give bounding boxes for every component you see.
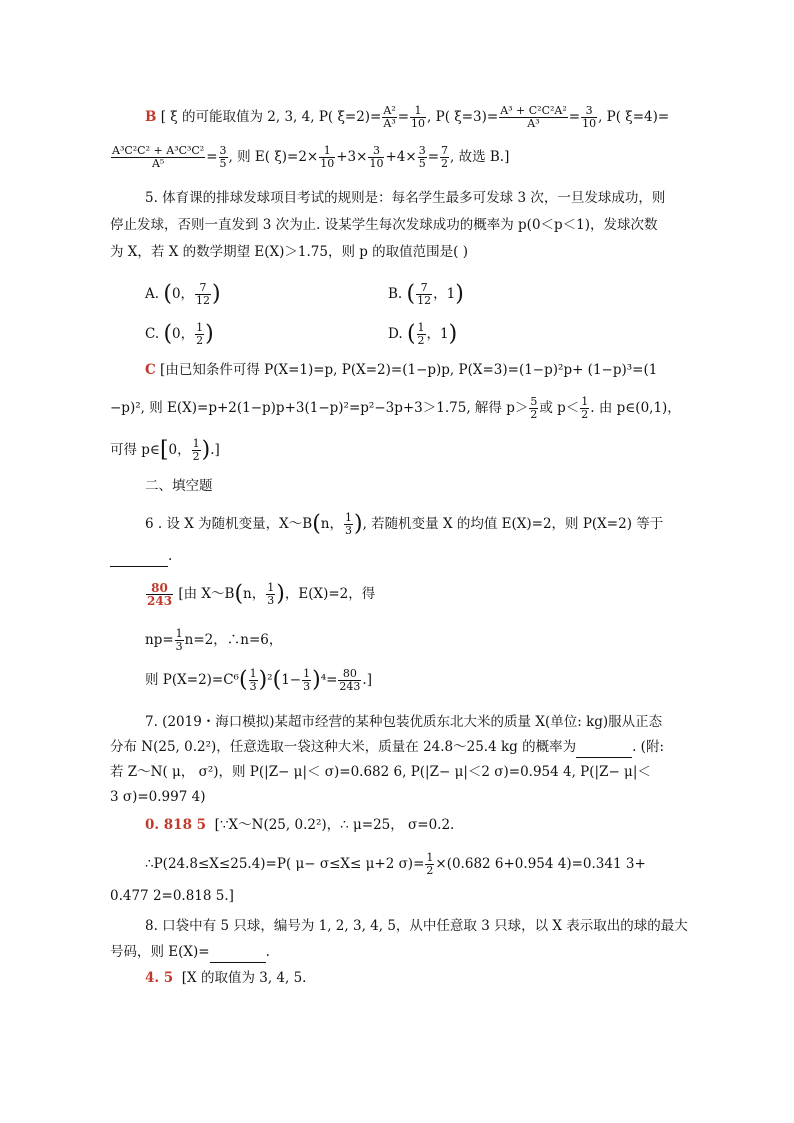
fraction: $\frac{1}{2}$ [426, 851, 434, 877]
q4-solution-line-2: $\frac{\text{A³C²C² + A³C³C²}}{\text{A⁵}}$ = $\frac{3}{5}$ , 则 E( ξ)=2× $\frac{1}{10}$ +3× $\frac{3}{10}$ +4× $\frac{3}{5}$ = $\frac{7}{2}$ , 故选 B.] [112, 144, 510, 170]
fraction: $\frac{1}{3}$ [344, 511, 352, 537]
q6-solution-line-1: $\frac{80}{243}$ [由 X～B(n， $\frac{1}{3}$ )，E(X)=2，得 [147, 581, 376, 608]
q5-solution-line-1: C [由已知条件可得 P(X=1)=p, P(X=2)=(1−p)p, P(X=3)=(1−p)²p+ (1−p)³=(1 [145, 362, 658, 378]
section-heading: 二、填空题 [145, 478, 213, 494]
q4-solution-line-1: B [ ξ 的可能取值为 2, 3, 4, P( ξ=2)= $\frac{\text{A²}}{\text{A³}}$ = $\frac{1}{10}$ , P( ξ=3)= $\frac{\text{A³ + C²C²A²}}{\text{A³}}$ = $\frac{3}{10}$ , P( ξ=4)= [145, 104, 670, 130]
q5-stem-line-1: 5. 体育课的排球发球项目考试的规则是：每名学生最多可发球 3 次，一旦发球成功，则 [145, 190, 666, 206]
q7-solution-line-1: 0. 818 5 [∵X～N(25, 0.2²)，∴ μ=25， σ=0.2. [145, 817, 455, 833]
q6-answer-fraction: $\frac{80}{243}$ [147, 581, 173, 608]
fraction: $\frac{1}{2}$ [192, 437, 200, 463]
q7-stem-line-2: 分布 N(25, 0.2²)，任意选取一袋这种大米，质量在 24.8～25.4 kg 的概率为 . (附: [110, 737, 664, 758]
fraction: $\frac{1}{2}$ [196, 321, 204, 347]
fraction: $\frac{7}{2}$ [441, 144, 448, 170]
fraction: $\frac{3}{5}$ [418, 144, 426, 170]
q7-stem-line-1: 7. (2019・海口模拟)某超市经营的某种包装优质东北大米的质量 X(单位: kg)服从正态 [145, 714, 663, 730]
q5-solution-line-3: 可得 p∈[0， $\frac{1}{2}$ ).] [110, 437, 220, 463]
fraction: $\frac{80}{243}$ [339, 667, 361, 693]
fraction: $\frac{3}{10}$ [369, 144, 384, 170]
q5-option-c[interactable]: C. (0， $\frac{1}{2}$ ) [145, 321, 214, 347]
q5-solution-line-2: −p)², 则 E(X)=p+2(1−p)p+3(1−p)²=p²−3p+3＞1.75, 解得 p＞ $\frac{5}{2}$ 或 p＜ $\frac{1}{2}$ . 由 p∈(0,1)， [110, 395, 681, 421]
q6-solution-line-2: np= $\frac{1}{3}$ n=2，∴n=6， [145, 627, 283, 653]
answer-blank[interactable] [110, 546, 168, 567]
q8-solution-line-1: 4. 5 [X 的取值为 3, 4, 5. [145, 970, 307, 986]
fraction: $\frac{3}{5}$ [219, 144, 227, 170]
q5-answer: C [145, 362, 156, 378]
answer-blank[interactable] [576, 737, 632, 758]
q6-stem-line-2: . [110, 546, 172, 567]
q5-option-b[interactable]: B. ( $\frac{7}{12}$ ，1) [388, 281, 464, 307]
q7-stem-line-4: 3 σ)=0.997 4) [110, 789, 206, 805]
fraction: $\frac{7}{12}$ [196, 281, 211, 307]
q7-answer: 0. 818 5 [145, 817, 207, 833]
fraction: $\frac{1}{10}$ [411, 104, 426, 130]
fraction: $\frac{\text{A³C²C² + A³C³C²}}{\text{A⁵}}$ [112, 144, 205, 170]
q5-stem-line-2: 停止发球，否则一直发到 3 次为止. 设某学生每次发球成功的概率为 p(0＜p＜1)，发球次数 [110, 217, 658, 233]
q5-option-d[interactable]: D. ( $\frac{1}{2}$ ，1) [388, 321, 458, 347]
fraction: $\frac{1}{2}$ [581, 395, 589, 421]
q8-answer: 4. 5 [145, 970, 174, 986]
fraction: $\frac{1}{3}$ [303, 667, 311, 693]
fraction: $\frac{3}{10}$ [582, 104, 597, 130]
q8-stem-line-2: 号码，则 E(X)= . [110, 942, 270, 963]
fraction: $\frac{1}{3}$ [249, 667, 257, 693]
q5-stem-line-3: 为 X，若 X 的数学期望 E(X)＞1.75，则 p 的取值范围是( ) [110, 244, 468, 260]
q7-solution-line-2: ∴P(24.8≤X≤25.4)=P( μ− σ≤X≤ μ+2 σ)= $\frac{1}{2}$ ×(0.682 6+0.954 4)=0.341 3+ [145, 851, 646, 877]
q6-stem-line-1: 6 . 设 X 为随机变量，X～B(n， $\frac{1}{3}$ ), 若随机变量 X 的均值 E(X)=2，则 P(X=2) 等于 [145, 511, 664, 537]
fraction: $\frac{1}{3}$ [175, 627, 183, 653]
q5-option-a[interactable]: A. (0， $\frac{7}{12}$ ) [145, 281, 221, 307]
answer-blank[interactable] [210, 942, 266, 963]
fraction: $\frac{1}{10}$ [320, 144, 335, 170]
q8-stem-line-1: 8. 口袋中有 5 只球，编号为 1, 2, 3, 4, 5，从中任意取 3 只球，以 X 表示取出的球的最大 [145, 918, 688, 934]
fraction: $\frac{1}{3}$ [267, 581, 275, 607]
q7-solution-line-3: 0.477 2=0.818 5.] [110, 888, 234, 904]
fraction: $\frac{7}{12}$ [417, 281, 432, 307]
q7-stem-line-3: 若 Z～N( μ， σ²)，则 P(|Z− μ|＜ σ)=0.682 6, P(|Z− μ|＜2 σ)=0.954 4, P(|Z− μ|＜ [110, 764, 651, 780]
fraction: $\frac{1}{2}$ [417, 321, 425, 347]
fraction: $\frac{5}{2}$ [530, 395, 538, 421]
fraction: $\frac{\text{A²}}{\text{A³}}$ [383, 104, 396, 130]
q4-answer: B [145, 109, 157, 125]
fraction: $\frac{\text{A³ + C²C²A²}}{\text{A³}}$ [500, 104, 567, 130]
q6-solution-line-3: 则 P(X=2)=C⁶( $\frac{1}{3}$ )²(1− $\frac{1}{3}$ )⁴= $\frac{80}{243}$ .] [145, 667, 372, 693]
